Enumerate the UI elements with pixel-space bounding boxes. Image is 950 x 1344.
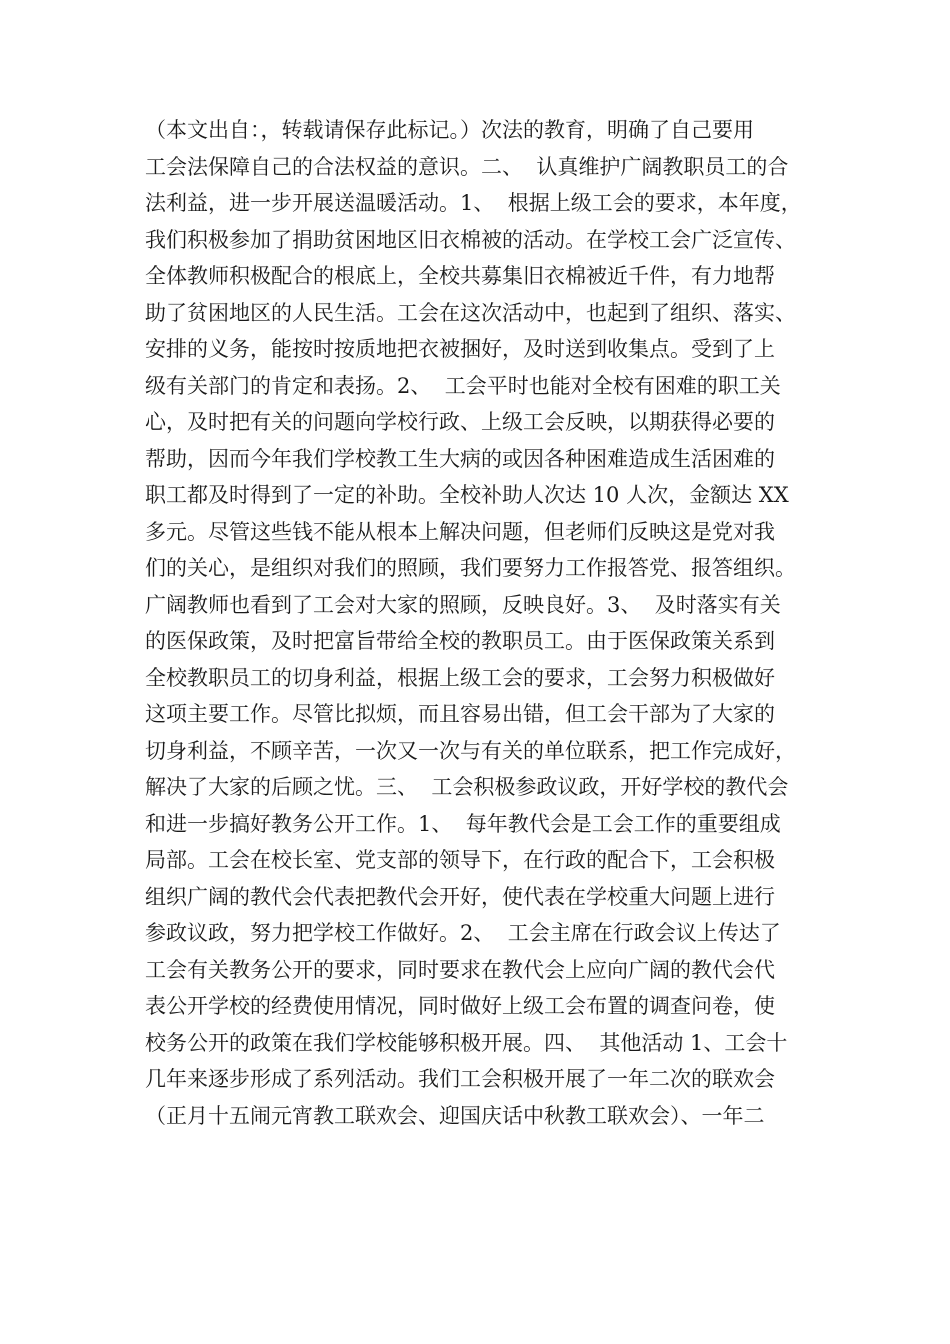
text-line: 安排的义务，能按时按质地把衣被捆好，及时送到收集点。受到了上 (145, 337, 775, 361)
text-line: （本文出自：，转载请保存此标记。）次法的教育，明确了自己要用 (145, 118, 754, 142)
text-line: 和进一步搞好教务公开工作。1、 每年教代会是工会工作的重要组成 (145, 811, 781, 836)
text-line: 全校教职员工的切身利益，根据上级工会的要求，工会努力积极做好 (145, 665, 775, 690)
text-line: 参政议政，努力把学校工作做好。2、 工会主席在行政会议上传达了 (145, 921, 781, 945)
text-line: 几年来逐步形成了系列活动。我们工会积极开展了一年二次的联欢会 (145, 1067, 775, 1091)
text-line: 法利益，进一步开展送温暖活动。1、 根据上级工会的要求，本年度， (145, 191, 802, 215)
text-line: 切身利益，不顾辛苦，一次又一次与有关的单位联系，把工作完成好， (145, 738, 796, 763)
text-line: 表公开学校的经费使用情况，同时做好上级工会布置的调查问卷，使 (145, 994, 775, 1018)
text-line: 解决了大家的后顾之忧。三、 工会积极参政议政，开好学校的教代会 (145, 775, 789, 799)
text-line: 的医保政策，及时把富旨带给全校的教职员工。由于医保政策关系到 (145, 629, 775, 653)
text-line: 帮助，因而今年我们学校教工生大病的或因各种困难造成生活困难的 (145, 446, 775, 471)
text-line: 校务公开的政策在我们学校能够积极开展。四、 其他活动 1、工会十 (145, 1030, 788, 1055)
text-line: 工会有关教务公开的要求，同时要求在教代会上应向广阔的教代会代 (145, 957, 775, 982)
text-line: 多元。尽管这些钱不能从根本上解决问题，但老师们反映这是党对我 (145, 519, 775, 544)
text-line: 广阔教师也看到了工会对大家的照顾，反映良好。3、 及时落实有关 (145, 592, 781, 617)
text-line: 我们积极参加了捐助贫困地区旧衣棉被的活动。在学校工会广泛宣传、 (145, 227, 796, 252)
text-line: 们的关心，是组织对我们的照顾，我们要努力工作报答党、报答组织。 (145, 556, 796, 580)
text-line: 工会法保障自己的合法权益的意识。二、 认真维护广阔教职员工的合 (145, 154, 789, 179)
text-line: 这项主要工作。尽管比拟烦，而且容易出错，但工会干部为了大家的 (145, 702, 775, 726)
text-line: 助了贫困地区的人民生活。工会在这次活动中，也起到了组织、落实、 (145, 300, 796, 325)
text-line: 心，及时把有关的问题向学校行政、上级工会反映，以期获得必要的 (145, 410, 775, 434)
body-text (145, 112, 825, 1134)
text-line: 全体教师积极配合的根底上，全校共募集旧衣棉被近千件，有力地帮 (145, 264, 775, 288)
text-line: 职工都及时得到了一定的补助。全校补助人次达 10 人次，金额达 XX (145, 483, 789, 507)
text-line: 局部。工会在校长室、党支部的领导下，在行政的配合下，工会积极 (145, 848, 775, 872)
text-line: （正月十五闹元宵教工联欢会、迎国庆话中秋教工联欢会）、一年二 (145, 1103, 765, 1128)
text-line: 级有关部门的肯定和表扬。2、 工会平时也能对全校有困难的职工关 (145, 373, 781, 398)
text-line: 组织广阔的教代会代表把教代会开好，使代表在学校重大问题上进行 (145, 884, 775, 909)
